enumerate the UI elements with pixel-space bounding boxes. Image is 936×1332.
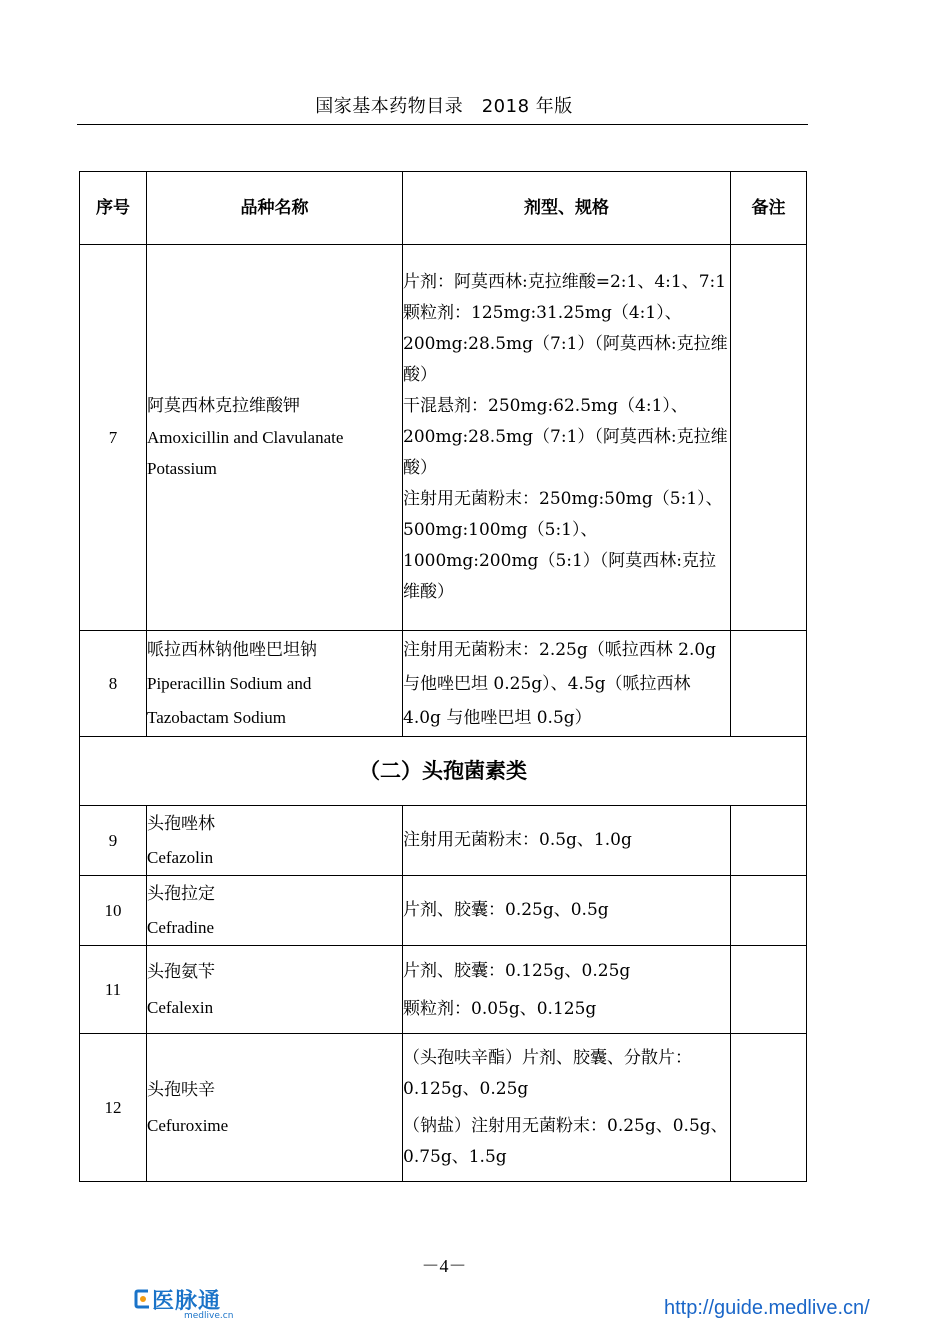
table-row — [80, 631, 807, 737]
drug-name-cell — [147, 946, 403, 1034]
drug-name-cell — [147, 1034, 403, 1182]
row-number: 11 — [80, 946, 147, 1034]
spec-line: 片剂：阿莫西林:克拉维酸=2:1、4:1、7:1 — [403, 272, 727, 292]
table-row — [80, 1034, 807, 1182]
page-header-title: 国家基本药物目录 2018 年版 — [315, 96, 573, 117]
drug-name-en: Cefuroxime — [147, 1115, 229, 1135]
spec-line: 颗粒剂：0.05g、0.125g — [403, 998, 597, 1019]
drug-name-cn: 哌拉西林钠他唑巴坦钠 — [147, 639, 317, 660]
note-cell — [731, 1034, 807, 1182]
note-cell — [731, 876, 807, 946]
row-number: 8 — [80, 631, 147, 737]
drug-name-en: Cefalexin — [147, 997, 214, 1017]
spec-cell — [403, 806, 731, 876]
note-cell — [731, 245, 807, 631]
spec-line: 片剂、胶囊：0.125g、0.25g — [403, 960, 631, 981]
spec-line: （头孢呋辛酯）片剂、胶囊、分散片：0.125g、0.25g — [403, 1047, 692, 1099]
note-cell — [731, 806, 807, 876]
row-number: 10 — [80, 876, 147, 946]
spec-line: 注射用无菌粉末：0.5g、1.0g — [403, 830, 632, 850]
section-header-row — [80, 737, 807, 806]
spec-line: （钠盐）注射用无菌粉末：0.25g、0.5g、0.75g、1.5g — [403, 1115, 728, 1167]
spec-cell — [403, 946, 731, 1034]
header-rule — [77, 124, 808, 125]
spec-cell — [403, 245, 731, 631]
drug-name-en: Cefradine — [147, 917, 215, 937]
spec-line: 片剂、胶囊：0.25g、0.5g — [403, 900, 609, 920]
drug-name-cell — [147, 806, 403, 876]
row-number: 7 — [80, 245, 147, 631]
table-row — [80, 946, 807, 1034]
spec-line: 注射用无菌粉末：2.25g（哌拉西林 2.0g 与他唑巴坦 0.25g）、4.5g（哌拉西林 4.0g 与他唑巴坦 0.5g） — [403, 639, 717, 728]
table-row — [80, 876, 807, 946]
row-number: 9 — [80, 806, 147, 876]
logo-text: 医脉通 — [152, 1289, 222, 1314]
drug-name-en: Piperacillin Sodium and — [147, 673, 312, 693]
drug-name-en: Amoxicillin and Clavulanate — [147, 428, 344, 447]
drug-name-en: Cefazolin — [147, 847, 214, 867]
medlive-logo[interactable] — [134, 1284, 234, 1324]
table-row — [80, 806, 807, 876]
column-header-spec: 剂型、规格 — [403, 172, 731, 245]
drug-name-cn: 头孢氨苄 — [147, 961, 215, 982]
drug-name-en: Potassium — [147, 459, 217, 478]
spec-line: 颗粒剂：125mg:31.25mg（4:1）、200mg:28.5mg（7:1）（阿莫西林:克拉维酸） — [403, 303, 728, 385]
note-cell — [731, 631, 807, 737]
drug-table — [79, 171, 807, 1182]
logo-subtext: medlive.cn — [184, 1311, 234, 1321]
drug-name-cn: 头孢拉定 — [147, 883, 215, 904]
spec-line: 干混悬剂：250mg:62.5mg（4:1）、200mg:28.5mg（7:1）（阿莫西林:克拉维酸） — [403, 396, 728, 478]
page-number: －4－ — [421, 1256, 467, 1276]
column-header-name: 品种名称 — [147, 172, 403, 245]
drug-name-cn: 头孢唑林 — [147, 813, 215, 834]
drug-name-cell — [147, 876, 403, 946]
logo-mark-icon — [134, 1288, 152, 1310]
drug-name-en: Tazobactam Sodium — [147, 707, 287, 727]
footer-url-link[interactable]: http://guide.medlive.cn/ — [664, 1297, 870, 1319]
column-header-number: 序号 — [80, 172, 147, 245]
section-title: （二）头孢菌素类 — [80, 737, 807, 806]
spec-line: 注射用无菌粉末：250mg:50mg（5:1）、500mg:100mg（5:1）、1000mg:200mg（5:1）（阿莫西林:克拉维酸） — [403, 489, 723, 602]
spec-cell — [403, 631, 731, 737]
column-header-note: 备注 — [731, 172, 807, 245]
note-cell — [731, 946, 807, 1034]
row-number: 12 — [80, 1034, 147, 1182]
spec-cell — [403, 1034, 731, 1182]
table-row — [80, 245, 807, 631]
spec-cell — [403, 876, 731, 946]
table-header-row — [80, 172, 807, 245]
drug-name-cell — [147, 245, 403, 631]
drug-name-cn: 头孢呋辛 — [147, 1079, 215, 1100]
drug-name-cell — [147, 631, 403, 737]
drug-name-cn: 阿莫西林克拉维酸钾 — [147, 396, 300, 416]
